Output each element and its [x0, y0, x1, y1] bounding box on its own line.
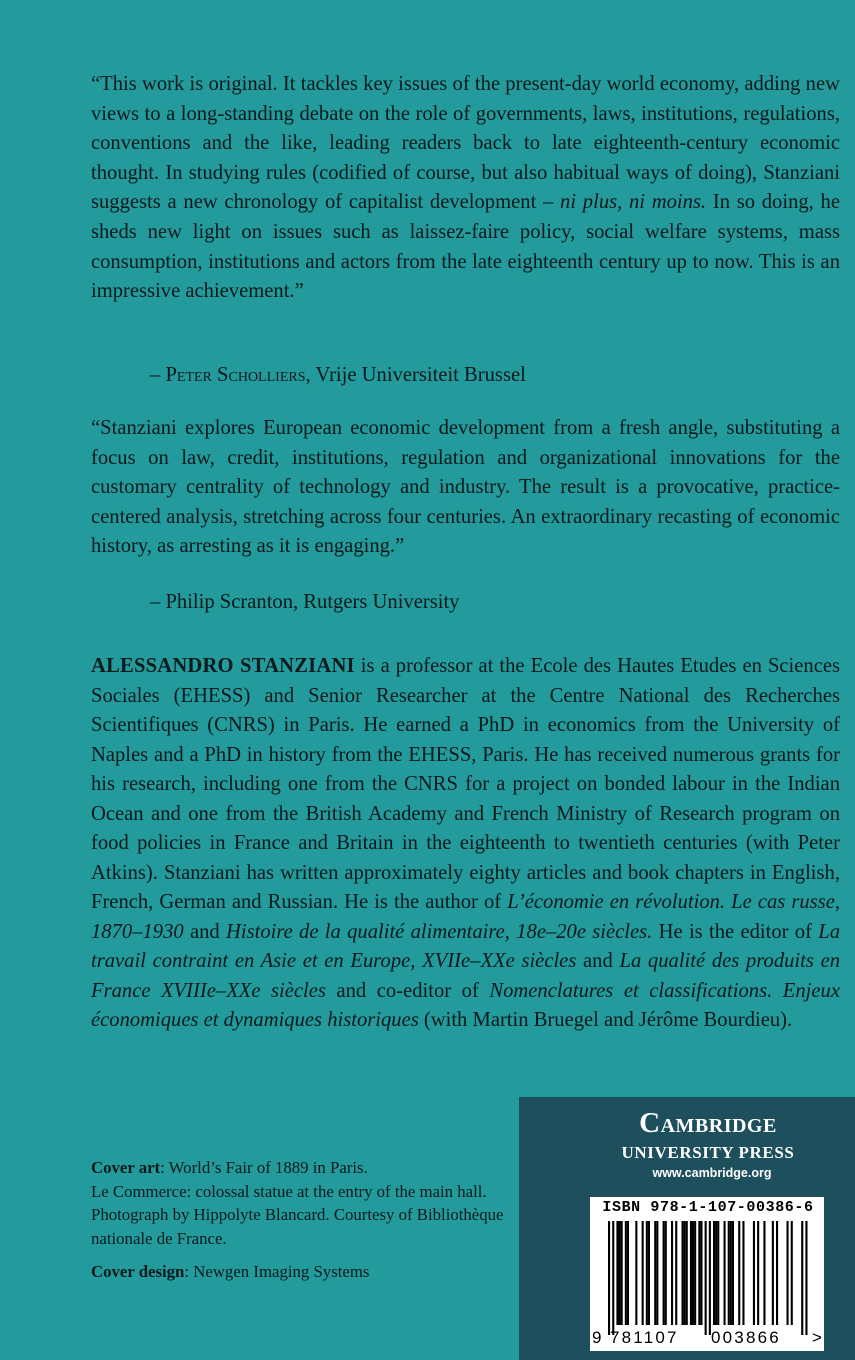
barcode-bar [665, 1221, 667, 1325]
barcode-bar [757, 1221, 759, 1325]
barcode-bar [791, 1221, 793, 1325]
cover-design-credit [91, 1260, 511, 1284]
quote-1-attribution [150, 361, 526, 390]
barcode-bar [648, 1221, 650, 1325]
quote-2-attribution: – Philip Scranton, Rutgers University [150, 591, 460, 613]
bio-text-2: and [183, 920, 227, 943]
barcode-bar [619, 1221, 621, 1325]
bio-text-5: and co-editor of [325, 979, 490, 1002]
barcode-bar [684, 1221, 686, 1325]
bio-text-4: and [576, 950, 620, 972]
quote-praise-2: “Stanziani explores European economic development from a fresh angle, substituting a focus on law, credit, institutions, regulation and organizational innovations for the customary centrality of technology and industry. The result is a provocative, practice-centered analysis, stretching across four centuries. An extraordinary recasting of economic history, as arresting as it is engaging.” [91, 417, 840, 558]
barcode-bar [694, 1221, 696, 1325]
cover-design-label: Cover design [91, 1262, 185, 1281]
publisher-logo-name: Cambridge [639, 1107, 777, 1139]
barcode-bar [656, 1221, 658, 1325]
barcode-bar [690, 1221, 692, 1325]
barcode-bar [663, 1221, 665, 1325]
barcode-bar [801, 1221, 803, 1335]
bio-title-5: Nomenclatures et classifications. Enjeux économiques et dynamiques historiques [91, 979, 840, 1031]
quote-1-text-a: “This work is original. It tackles key issues of the present-day world economy, adding new views to a long-standing debate on the role of governments, laws, institutions, regulations, conventions and the like, leading readers back to late eighteenth-century economic thought. In studying rules (codified of course, but also habitual ways of doing), Stanziani suggests a new chronology of capitalist development – [91, 73, 840, 214]
barcode-bar [709, 1221, 711, 1335]
barcode-bar [805, 1221, 807, 1335]
cover-art-credit [91, 1156, 511, 1250]
cover-art-line-2: Le Commerce: colossal statue at the entry of the main hall. Photograph by Hippolyte Blancard. Courtesy of Bibliothèque nationale de France. [91, 1181, 504, 1248]
barcode-bar [612, 1221, 614, 1335]
barcode-bar [728, 1221, 730, 1325]
isbn-number: ISBN 978-1-107-00386-6 [602, 1199, 814, 1216]
barcode-bar [608, 1221, 610, 1335]
barcode-bar [642, 1221, 644, 1325]
barcode-bar [742, 1221, 744, 1325]
barcode-bar [705, 1221, 707, 1335]
barcode [590, 1197, 824, 1351]
bio-text-6: (with Martin Bruegel and Jérôme Bourdieu). [418, 1009, 793, 1031]
bio-title-3: La travail contraint en Asie et en Europe, XVIIe–XXe siècles [91, 920, 841, 972]
bio-title-1: L’économie en révolution. Le cas russe, 1870–1930 [91, 891, 840, 943]
barcode-bar [763, 1221, 765, 1325]
barcode-bar [776, 1221, 778, 1325]
barcode-bar [717, 1221, 719, 1325]
barcode-bar [671, 1221, 673, 1325]
barcode-bar [692, 1221, 694, 1325]
bio-text-1: is a professor at the Ecole des Hautes Etudes en Sciences Sociales (EHESS) and Senior Researcher at the Centre National des Recherches Scientifiques (CNRS) in Paris. He earned a PhD in economics from the University of Naples and a PhD in history from the EHESS, Paris. He has received numerous grants for his research, including one from the CNRS for a project on bonded labour in the Indian Ocean and one from the British Academy and French Ministry of Research program on food policies in France and Britain in the eighteenth to twentieth centuries (with Peter Atkins). Stanziani has written approximately eighty articles and book chapters in English, French, German and Russian. He is the author of [91, 655, 840, 913]
publisher-panel [519, 1097, 855, 1360]
barcode-bar [686, 1221, 688, 1325]
barcode-digit-first: 9 [592, 1328, 602, 1347]
quote-praise-1 [91, 70, 840, 307]
bio-title-2: Histoire de la qualité alimentaire, 18e–20e siècles. [226, 920, 653, 943]
barcode-bar [738, 1221, 740, 1325]
publisher-press: UNIVERSITY PRESS [621, 1143, 795, 1162]
barcode-bar [787, 1221, 789, 1325]
barcode-bar [625, 1221, 627, 1325]
barcode-digits-right: 003866 [711, 1328, 781, 1347]
barcode-bar [698, 1221, 700, 1325]
quote-1-italic: ni plus, ni moins. [560, 191, 707, 214]
author-name: ALESSANDRO STANZIANI [91, 655, 355, 677]
cover-art-line-1: : World’s Fair of 1889 in Paris. [160, 1158, 368, 1177]
attribution-dash: – [150, 364, 166, 386]
barcode-end-mark: > [812, 1328, 822, 1347]
barcode-bar [715, 1221, 717, 1325]
barcode-bar [682, 1221, 684, 1325]
barcode-bar [700, 1221, 702, 1325]
barcode-bar [654, 1221, 656, 1325]
publisher-url: www.cambridge.org [652, 1166, 772, 1180]
bio-text-3: He is the editor of [652, 920, 819, 943]
barcode-digits-left: 781107 [610, 1328, 679, 1347]
author-bio [91, 652, 840, 1036]
quote-1-text-b: In so doing, he sheds new light on issues such as laissez-faire policy, social welfare systems, mass consumption, institutions and actors from the late eighteenth century up to now. This is an impressive achievement.” [91, 191, 840, 303]
cover-art-label: Cover art [91, 1158, 161, 1177]
barcode-bar [724, 1221, 726, 1325]
bio-title-4: La qualité des produits en France XVIIIe–XXe siècles [91, 950, 841, 1002]
attribution-name: Peter Scholliers [165, 364, 306, 386]
barcode-bar [621, 1221, 623, 1325]
barcode-bar [772, 1221, 774, 1325]
attribution-affiliation: , Vrije Universiteit Brussel [305, 364, 526, 386]
barcode-bar [646, 1221, 648, 1325]
barcode-bar [753, 1221, 755, 1325]
cover-design-value: : Newgen Imaging Systems [184, 1262, 370, 1281]
barcode-bar [730, 1221, 732, 1325]
barcode-bar [635, 1221, 637, 1325]
barcode-bar [713, 1221, 715, 1325]
barcode-bar [732, 1221, 734, 1325]
barcode-bar [675, 1221, 677, 1325]
barcode-bar [616, 1221, 618, 1325]
barcode-bar [627, 1221, 629, 1325]
